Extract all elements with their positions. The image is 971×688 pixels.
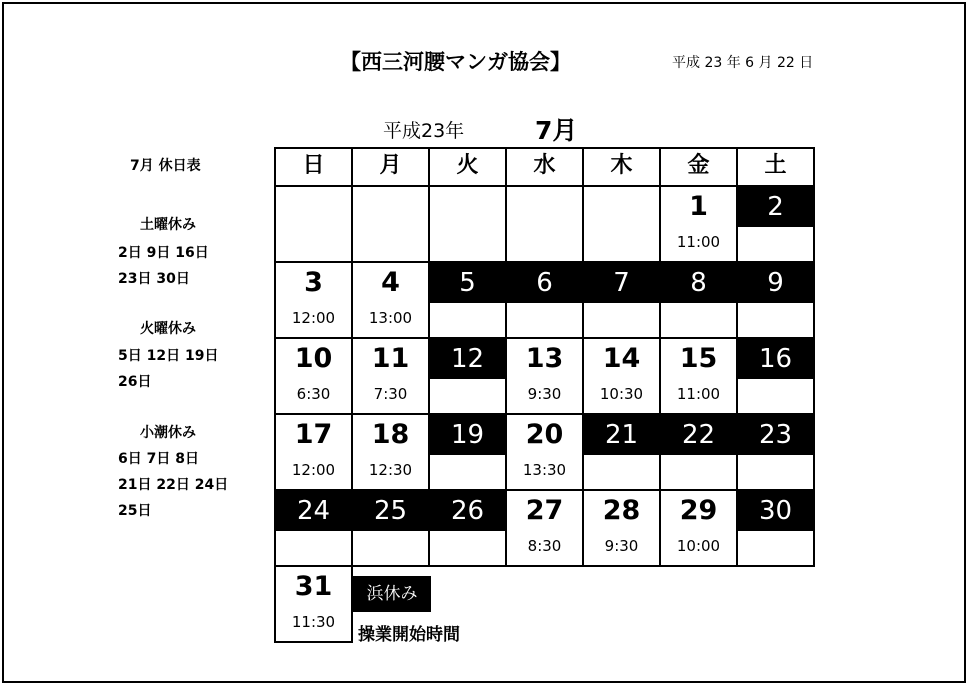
- calendar-day-cell: [660, 490, 737, 566]
- day-number: 28: [602, 495, 641, 526]
- calendar-week-row: [275, 414, 814, 490]
- day-number: 29: [679, 495, 718, 526]
- calendar-day-cell: [352, 262, 429, 338]
- start-time: 13:30: [522, 461, 567, 479]
- calendar-day-cell: [352, 338, 429, 414]
- day-number: 9: [738, 263, 813, 303]
- working-day: [661, 339, 736, 413]
- start-time: 10:30: [599, 385, 644, 403]
- working-day: [353, 263, 428, 337]
- saturday-holiday-label: 土曜休み: [140, 217, 196, 233]
- weekday-header: 日: [275, 148, 352, 186]
- weekday-header-row: [275, 148, 814, 186]
- day-number: 1: [689, 191, 708, 222]
- day-number: 2: [738, 187, 813, 227]
- calendar-day-cell: [506, 414, 583, 490]
- document-title: 【西三河腰マンガ協会】: [340, 50, 571, 74]
- working-day: [507, 415, 582, 489]
- day-number: 8: [661, 263, 736, 303]
- start-time: 12:30: [368, 461, 413, 479]
- calendar-empty-cell: [506, 186, 583, 262]
- start-time: 11:00: [676, 233, 721, 251]
- day-number: 3: [304, 267, 323, 298]
- weekday-header: 月: [352, 148, 429, 186]
- calendar-empty-cell: [429, 186, 506, 262]
- neap-tide-holiday-label: 小潮休み: [140, 425, 196, 441]
- saturday-holiday-dates: 2日 9日 16日: [118, 245, 209, 261]
- calendar-month: 7月: [535, 116, 578, 145]
- holiday-day: [738, 415, 813, 489]
- calendar-empty-cell: [583, 186, 660, 262]
- legend-start-time-label: 操業開始時間: [358, 625, 460, 645]
- day-number: 10: [294, 343, 333, 374]
- calendar-day-cell: [660, 186, 737, 262]
- working-day: [276, 567, 351, 641]
- holiday-day: [738, 263, 813, 337]
- weekday-header: 水: [506, 148, 583, 186]
- calendar-day-cell: [737, 186, 814, 262]
- day-number: 18: [371, 419, 410, 450]
- holiday-day: [276, 491, 351, 565]
- calendar-day-cell: [275, 262, 352, 338]
- start-time: 6:30: [296, 385, 331, 403]
- holiday-day: [430, 491, 505, 565]
- day-number: 17: [294, 419, 333, 450]
- day-number: 4: [381, 267, 400, 298]
- calendar-day-cell: [429, 490, 506, 566]
- day-number: 22: [661, 415, 736, 455]
- weekday-header: 土: [737, 148, 814, 186]
- holiday-day: [430, 339, 505, 413]
- calendar-week-row: [275, 490, 814, 566]
- neap-tide-holiday-dates: 21日 22日 24日: [118, 477, 229, 493]
- start-time: 7:30: [373, 385, 408, 403]
- holiday-day: [738, 491, 813, 565]
- calendar-day-cell: [583, 490, 660, 566]
- calendar-day-cell: [275, 566, 352, 642]
- calendar-day-cell: [275, 490, 352, 566]
- day-number: 26: [430, 491, 505, 531]
- calendar-day-cell: [660, 262, 737, 338]
- calendar-day-cell: [583, 338, 660, 414]
- working-day: [353, 415, 428, 489]
- calendar-empty-cell: [583, 566, 660, 642]
- tuesday-holiday-label: 火曜休み: [140, 321, 196, 337]
- calendar-day-cell: [352, 414, 429, 490]
- calendar-empty-cell: [737, 566, 814, 642]
- calendar-week-row: [275, 186, 814, 262]
- day-number: 15: [679, 343, 718, 374]
- holiday-day: [430, 263, 505, 337]
- day-number: 30: [738, 491, 813, 531]
- calendar-day-cell: [737, 490, 814, 566]
- calendar-empty-cell: [660, 566, 737, 642]
- day-number: 20: [525, 419, 564, 450]
- day-number: 7: [584, 263, 659, 303]
- working-day: [584, 339, 659, 413]
- holiday-list-title: 7月 休日表: [130, 158, 201, 174]
- neap-tide-holiday-dates: 25日: [118, 503, 152, 519]
- holiday-day: [353, 491, 428, 565]
- day-number: 21: [584, 415, 659, 455]
- holiday-day: [584, 415, 659, 489]
- calendar-day-cell: [506, 490, 583, 566]
- holiday-day: [507, 263, 582, 337]
- start-time: 9:30: [527, 385, 562, 403]
- saturday-holiday-dates: 23日 30日: [118, 271, 190, 287]
- calendar-day-cell: [429, 414, 506, 490]
- start-time: 13:00: [368, 309, 413, 327]
- working-day: [276, 415, 351, 489]
- weekday-header: 火: [429, 148, 506, 186]
- day-number: 23: [738, 415, 813, 455]
- start-time: 8:30: [527, 537, 562, 555]
- day-number: 27: [525, 495, 564, 526]
- day-number: 14: [602, 343, 641, 374]
- day-number: 5: [430, 263, 505, 303]
- calendar-empty-cell: [506, 566, 583, 642]
- holiday-day: [738, 187, 813, 261]
- day-number: 24: [276, 491, 351, 531]
- tuesday-holiday-dates: 26日: [118, 374, 152, 390]
- neap-tide-holiday-dates: 6日 7日 8日: [118, 451, 199, 467]
- working-day: [353, 339, 428, 413]
- holiday-day: [661, 415, 736, 489]
- day-number: 31: [294, 571, 333, 602]
- weekday-header: 金: [660, 148, 737, 186]
- start-time: 12:00: [291, 309, 336, 327]
- holiday-day: [738, 339, 813, 413]
- calendar-day-cell: [429, 262, 506, 338]
- calendar-year: 平成23年: [383, 120, 465, 142]
- day-number: 6: [507, 263, 582, 303]
- working-day: [507, 339, 582, 413]
- working-day: [507, 491, 582, 565]
- working-day: [276, 263, 351, 337]
- start-time: 11:30: [291, 613, 336, 631]
- weekday-header: 木: [583, 148, 660, 186]
- start-time: 10:00: [676, 537, 721, 555]
- calendar-day-cell: [660, 414, 737, 490]
- calendar-day-cell: [737, 262, 814, 338]
- calendar-empty-cell: [275, 186, 352, 262]
- calendar-day-cell: [506, 262, 583, 338]
- start-time: 11:00: [676, 385, 721, 403]
- calendar-day-cell: [583, 414, 660, 490]
- day-number: 11: [371, 343, 410, 374]
- day-number: 25: [353, 491, 428, 531]
- calendar-day-cell: [737, 414, 814, 490]
- working-day: [584, 491, 659, 565]
- day-number: 16: [738, 339, 813, 379]
- calendar-day-cell: [275, 414, 352, 490]
- calendar-day-cell: [429, 338, 506, 414]
- day-number: 13: [525, 343, 564, 374]
- working-day: [661, 491, 736, 565]
- issue-date: 平成 23 年 6 月 22 日: [672, 55, 814, 71]
- holiday-day: [430, 415, 505, 489]
- calendar-day-cell: [352, 490, 429, 566]
- working-day: [661, 187, 736, 261]
- start-time: 12:00: [291, 461, 336, 479]
- calendar-day-cell: [506, 338, 583, 414]
- calendar-week-row: [275, 262, 814, 338]
- calendar-day-cell: [275, 338, 352, 414]
- calendar-day-cell: [583, 262, 660, 338]
- legend-holiday-swatch: 浜休み: [353, 576, 431, 612]
- calendar-grid: [274, 147, 815, 643]
- holiday-day: [661, 263, 736, 337]
- calendar-empty-cell: [352, 186, 429, 262]
- calendar-day-cell: [660, 338, 737, 414]
- day-number: 12: [430, 339, 505, 379]
- calendar-day-cell: [737, 338, 814, 414]
- working-day: [276, 339, 351, 413]
- day-number: 19: [430, 415, 505, 455]
- start-time: 9:30: [604, 537, 639, 555]
- holiday-day: [584, 263, 659, 337]
- calendar-week-row: [275, 338, 814, 414]
- tuesday-holiday-dates: 5日 12日 19日: [118, 348, 219, 364]
